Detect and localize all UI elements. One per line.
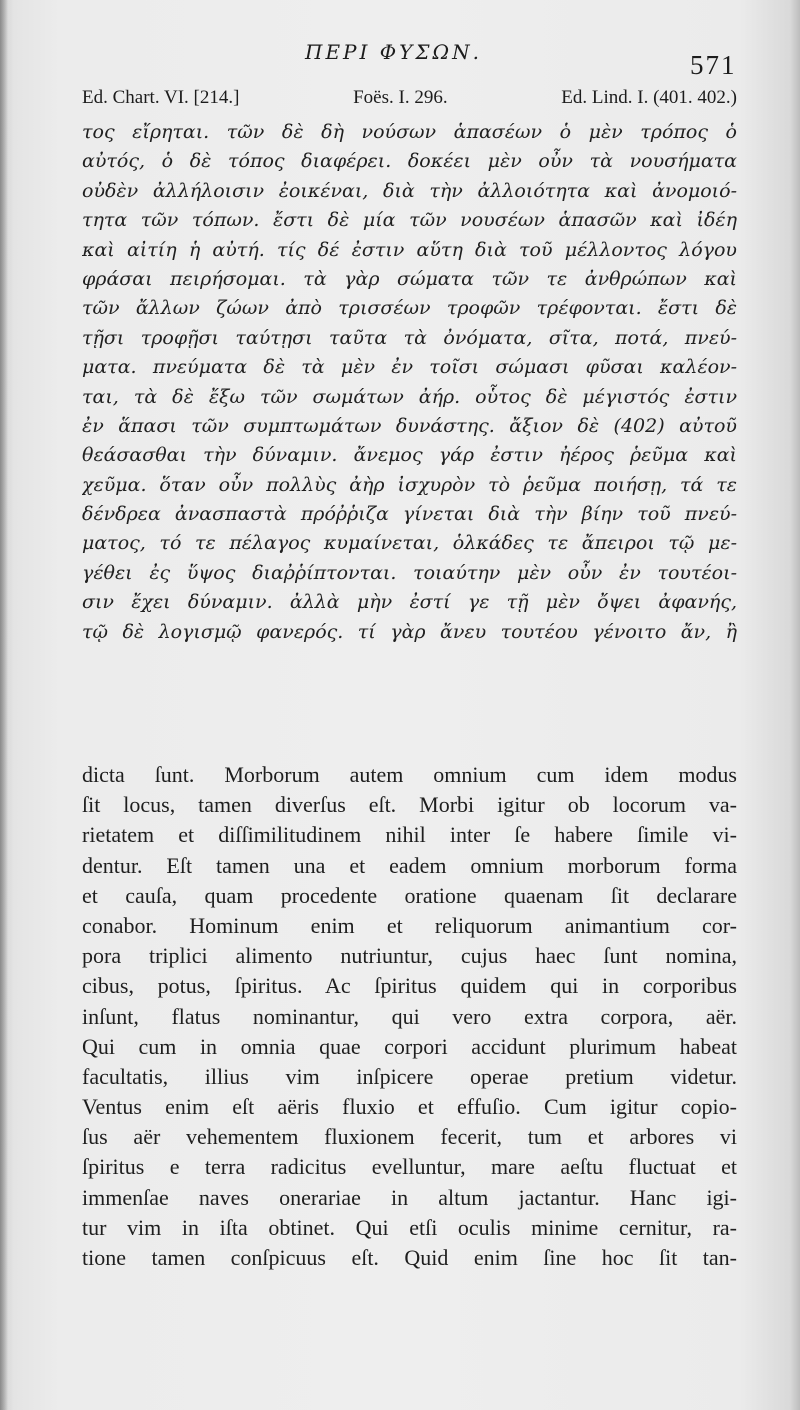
greek-text-line: αὐτός, ὁ δὲ τόπος διαφέρει. δοκέει μὲν οὖν τὰ νουσήματα: [82, 150, 737, 173]
edition-ref-foes: Foës. I. 296.: [353, 87, 448, 108]
latin-text-line: ſit locus, tamen diverſus eſt. Morbi igitur ob locorum va-: [82, 792, 737, 818]
greek-text-line: τῶν ἄλλων ζώων ἀπὸ τρισσέων τροφῶν τρέφονται. ἔστι δὲ: [82, 297, 737, 320]
greek-text-line: τητα τῶν τόπων. ἔστι δὲ μία τῶν νουσέων ἁπασῶν καὶ ἰδέη: [82, 209, 737, 232]
greek-text-line: καὶ αἰτίη ἡ αὐτή. τίς δέ ἐστιν αὕτη διὰ τοῦ μέλλοντος λόγου: [82, 238, 737, 261]
latin-text-line: tur vim in iſta obtinet. Qui etſi oculis minime cernitur, ra-: [82, 1214, 737, 1240]
latin-text-block: [82, 760, 737, 1273]
latin-text-line: Ventus enim eſt aëris fluxio et effuſio. Cum igitur copio-: [82, 1094, 737, 1120]
latin-text-line: ſpiritus e terra radicitus evelluntur, mare aeſtu fluctuat et: [82, 1154, 737, 1180]
greek-text-line: ται, τὰ δὲ ἔξω τῶν σωμάτων ἀήρ. οὗτος δὲ μέγιστός ἐστιν: [82, 385, 737, 408]
edition-references: [82, 87, 737, 109]
greek-text-line: τος εἴρηται. τῶν δὲ δὴ νούσων ἁπασέων ὁ μὲν τρόπος ὁ: [82, 121, 737, 143]
latin-text-line: Qui cum in omnia quae corpori accidunt plurimum habeat: [82, 1033, 737, 1059]
greek-text-line: οὐδὲν ἀλλήλοισιν ἐοικέναι, διὰ τὴν ἀλλοιότητα καὶ ἀνομοιό-: [82, 179, 737, 202]
greek-text-line: σιν ἔχει δύναμιν. ἀλλὰ μὴν ἐστί γε τῇ μὲν ὄψει ἀφανής,: [82, 591, 737, 614]
latin-text-line: inſunt, flatus nominantur, qui vero extra corpora, aër.: [82, 1003, 737, 1029]
greek-text-line: τῇσι τροφῇσι ταύτῃσι ταῦτα τὰ ὀνόματα, σῖτα, ποτά, πνεύ-: [82, 326, 737, 349]
edition-ref-linden: Ed. Lind. I. (401. 402.): [561, 87, 737, 108]
latin-text-line: conabor. Hominum enim et reliquorum animantium cor-: [82, 912, 737, 938]
greek-text-line: θεάσασθαι τὴν δύναμιν. ἄνεμος γάρ ἐστιν ἠέρος ῥεῦμα καὶ: [82, 444, 737, 467]
greek-text-line: δένδρεα ἀνασπαστὰ πρόῤῥιζα γίνεται διὰ τὴν βίην τοῦ πνεύ-: [82, 503, 737, 526]
greek-text-line: ἐν ἅπασι τῶν συμπτωμάτων δυνάστης. ἄξιον δὲ (402) αὐτοῦ: [82, 414, 737, 437]
greek-text-line: χεῦμα. ὅταν οὖν πολλὺς ἀὴρ ἰσχυρὸν τὸ ῥεῦμα ποιήσῃ, τά τε: [82, 473, 737, 496]
greek-text-line: τῷ δὲ λογισμῷ φανερός. τί γὰρ ἄνευ τουτέου γένοιτο ἄν, ἢ: [82, 620, 737, 643]
running-title: ΠΕΡΙ ΦΥΣΩΝ.: [305, 40, 482, 64]
greek-text-block: [82, 118, 737, 647]
latin-text-line: ſus aër vehementem fluxionem fecerit, tum et arbores vi: [82, 1124, 737, 1150]
latin-text-line: cibus, potus, ſpiritus. Ac ſpiritus quidem qui in corporibus: [82, 973, 737, 999]
binding-shadow: [0, 0, 8, 1410]
latin-text-line: et cauſa, quam procedente oratione quaenam ſit declarare: [82, 882, 737, 908]
latin-text-line: dentur. Eſt tamen una et eadem omnium morborum forma: [82, 852, 737, 878]
latin-text-line: immenſae naves onerariae in altum jactantur. Hanc igi-: [82, 1184, 737, 1210]
latin-text-line: dicta ſunt. Morborum autem omnium cum idem modus: [82, 762, 737, 787]
greek-text-line: ματα. πνεύματα δὲ τὰ μὲν ἐν τοῖσι σώμασι φῦσαι καλέον-: [82, 356, 737, 379]
greek-text-line: φράσαι πειρήσομαι. τὰ γὰρ σώματα τῶν τε ἀνθρώπων καὶ: [82, 267, 737, 290]
greek-text-line: ματος, τό τε πέλαγος κυμαίνεται, ὁλκάδες τε ἄπειροι τῷ με-: [82, 532, 737, 555]
greek-text-line: γέθει ἐς ὕψος διαῤῥίπτονται. τοιαύτην μὲν οὖν ἐν τουτέοι-: [82, 561, 737, 584]
latin-text-line: pora triplici alimento nutriuntur, cujus haec ſunt nomina,: [82, 943, 737, 969]
latin-text-line: tione tamen conſpicuus eſt. Quid enim ſine hoc ſit tan-: [82, 1245, 737, 1270]
latin-text-line: rietatem et diſſimilitudinem nihil inter ſe habere ſimile vi-: [82, 822, 737, 848]
latin-text-line: facultatis, illius vim inſpicere operae pretium videtur.: [82, 1063, 737, 1089]
page-number: 571: [690, 50, 737, 80]
edition-ref-chartier: Ed. Chart. VI. [214.]: [82, 87, 240, 108]
